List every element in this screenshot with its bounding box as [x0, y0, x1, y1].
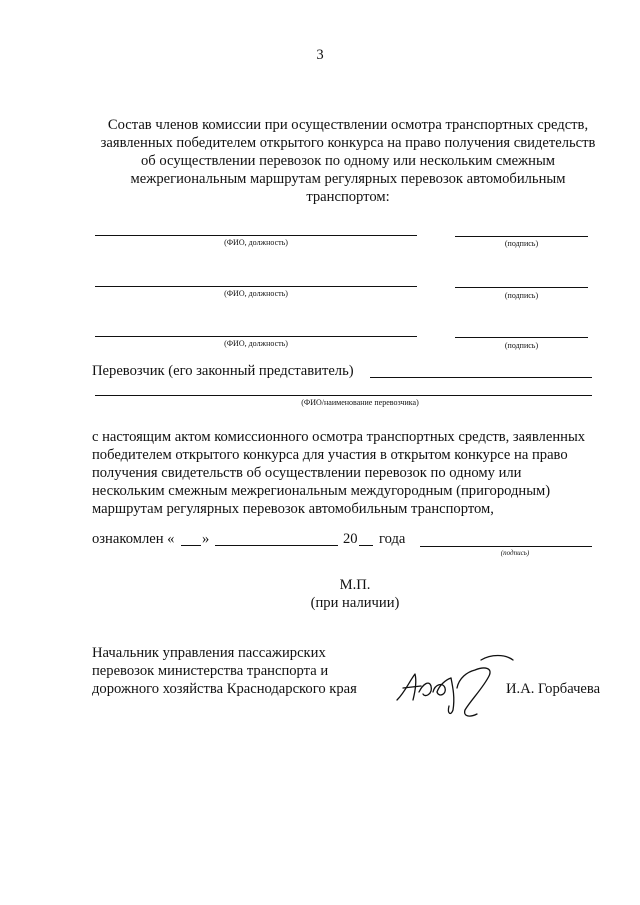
member-fio-line — [95, 286, 417, 287]
day-blank — [181, 545, 201, 546]
signatory-title — [92, 644, 382, 698]
carrier-caption: (ФИО/наименование перевозчика) — [301, 398, 419, 407]
member-sign-line — [455, 337, 588, 338]
heading-line: об осуществлении перевозок по одному или нескольким смежным — [141, 153, 555, 169]
signatory-line: Начальник управления пассажирских — [92, 645, 326, 661]
member-fio-line — [95, 235, 417, 236]
body-line: получения свидетельств об осуществлении перевозок по одному или — [92, 465, 522, 481]
member-fio-line — [95, 336, 417, 337]
body-line: маршрутам регулярных перевозок автомобильным транспортом, — [92, 501, 494, 517]
signatory-line: дорожного хозяйства Краснодарского края — [92, 681, 357, 697]
month-blank — [215, 545, 338, 546]
signatory-line: перевозок министерства транспорта и — [92, 663, 329, 679]
year-suffix: года — [379, 531, 406, 547]
member-fio-caption: (ФИО, должность) — [224, 289, 288, 298]
carrier-label: Перевозчик (его законный представитель) — [92, 363, 354, 379]
seal-mp: М.П. — [339, 577, 371, 593]
body-line: с настоящим актом комиссионного осмотра транспортных средств, заявленных — [92, 429, 586, 445]
member-sign-line — [455, 236, 588, 237]
body-line: нескольким смежным межрегиональным междугородным (пригородным) — [92, 483, 551, 499]
member-sign-line — [455, 287, 588, 288]
body-line: победителем открытого конкурса для участия в открытом конкурсе на право — [92, 447, 568, 463]
handwritten-signature — [395, 648, 520, 720]
member-sign-caption: (подпись) — [504, 341, 539, 350]
member-fio-caption: (ФИО, должность) — [224, 339, 288, 348]
member-fio-caption: (ФИО, должность) — [224, 238, 288, 247]
member-sign-caption: (подпись) — [504, 291, 539, 300]
heading-line: транспортом: — [306, 189, 390, 205]
carrier-line — [370, 377, 592, 378]
acknowledged-prefix: ознакомлен « — [92, 531, 175, 547]
page-number: 3 — [316, 47, 324, 63]
member-sign-caption: (подпись) — [504, 239, 539, 248]
heading-line: межрегиональным маршрутам регулярных перевозок автомобильным — [130, 171, 566, 187]
seal-note: (при наличии) — [310, 595, 400, 611]
seal-block — [0, 576, 640, 612]
acknowledged-quote-close: » — [202, 531, 210, 547]
signatory-name: И.А. Горбачева — [506, 681, 601, 697]
year-prefix: 20 — [343, 531, 358, 547]
acknowledged-sign-caption: (подпись) — [500, 549, 530, 557]
carrier-name-line — [95, 395, 592, 396]
body-paragraph — [92, 428, 608, 518]
document-heading — [88, 116, 608, 206]
heading-line: заявленных победителем открытого конкурса на право получения свидетельств — [100, 135, 596, 151]
heading-line: Состав членов комиссии при осуществлении осмотра транспортных средств, — [107, 117, 589, 133]
year-blank — [359, 545, 373, 546]
acknowledged-sign-line — [420, 546, 592, 547]
